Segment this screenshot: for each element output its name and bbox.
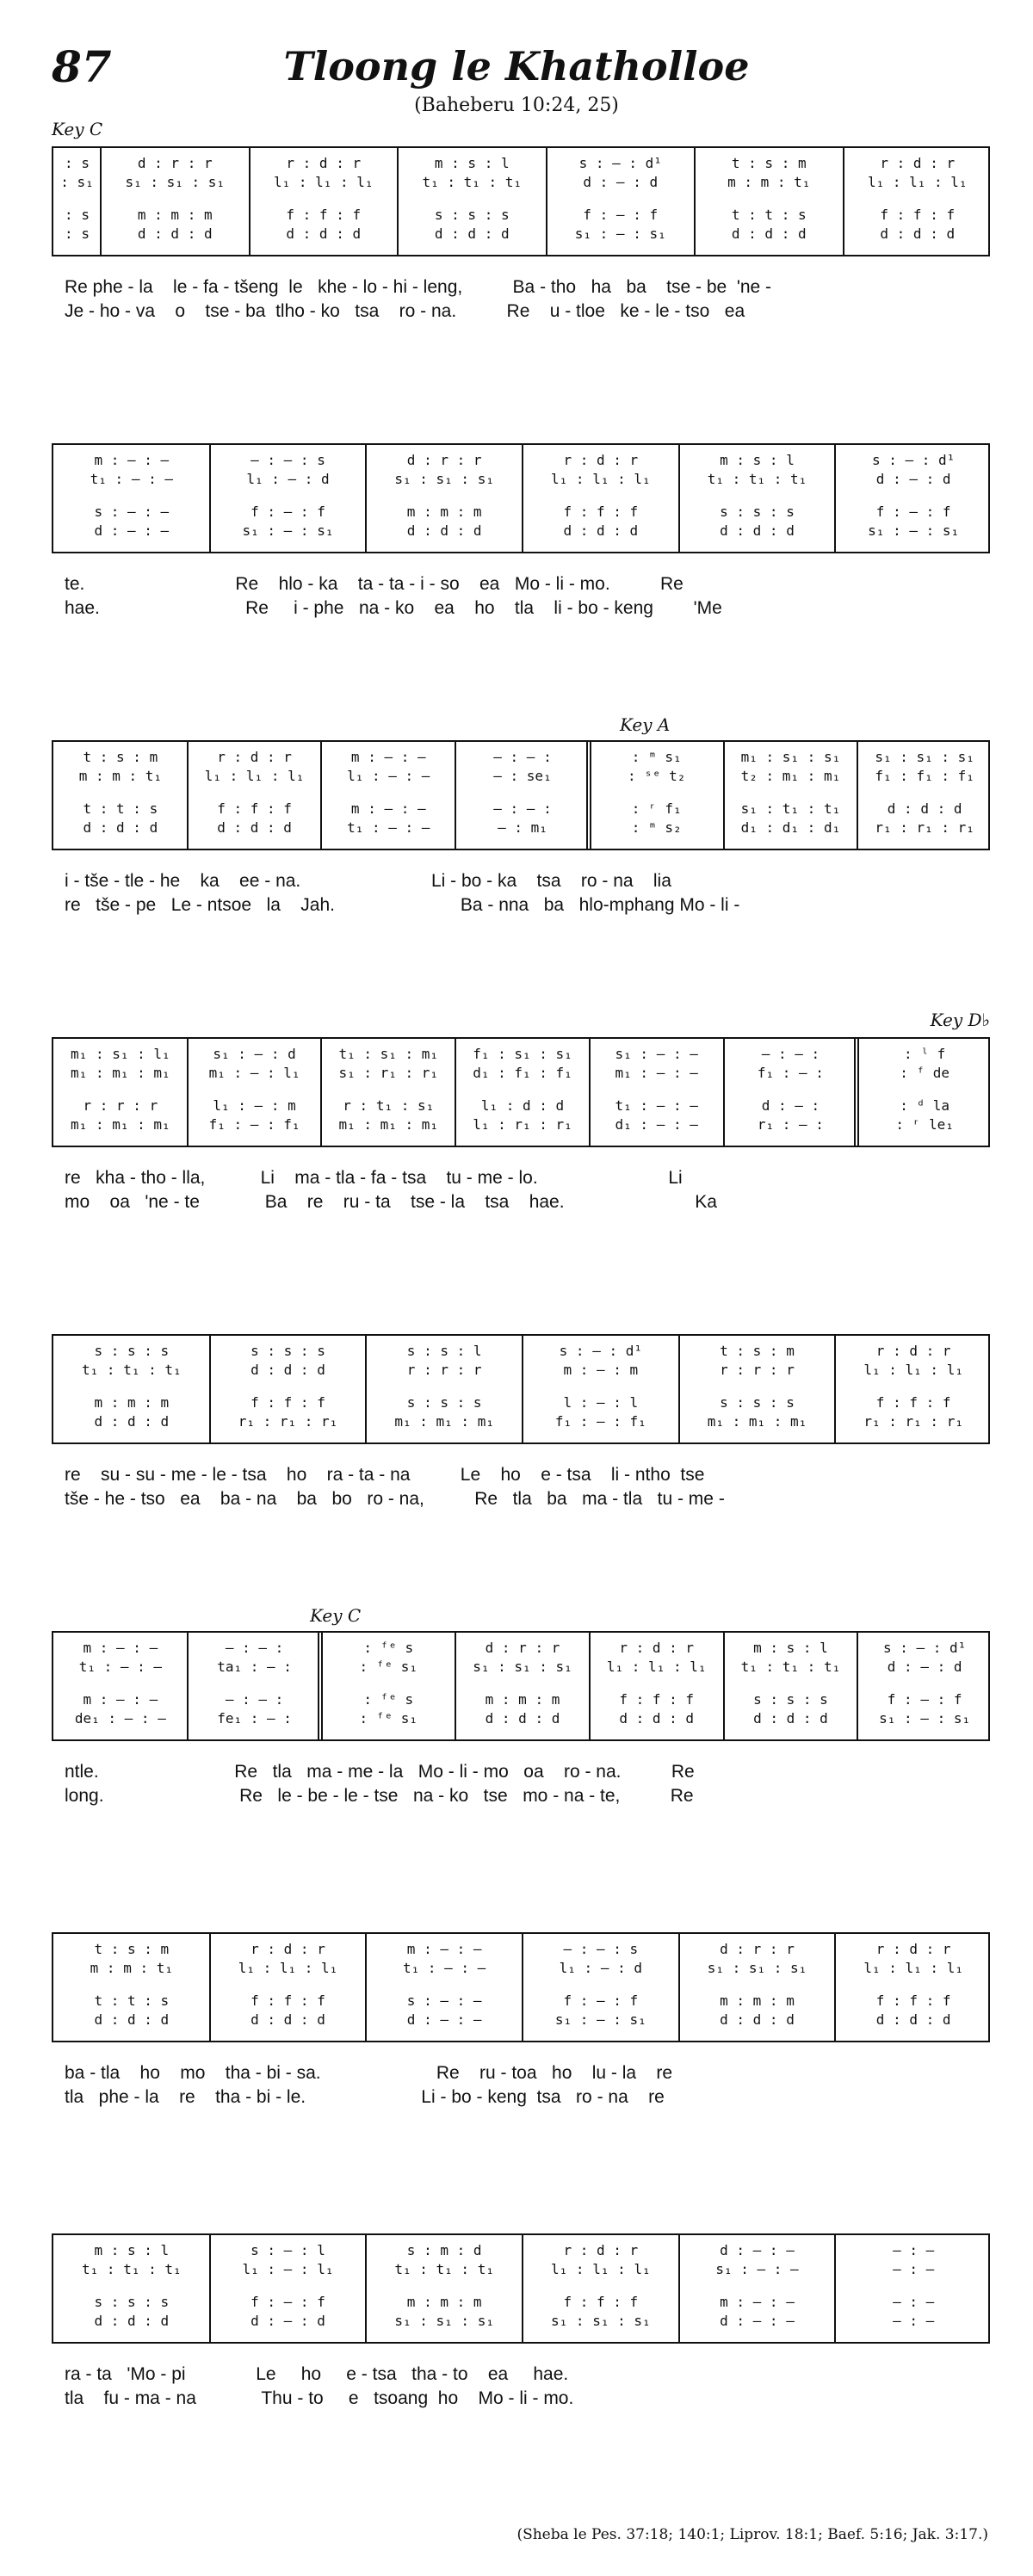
solfa-measure: : ᶠᵉ s xyxy=(363,1640,414,1656)
solfa-measure: d : — : d xyxy=(251,2313,325,2329)
soprano-row xyxy=(53,747,988,768)
solfa-measure: d : — : xyxy=(761,1097,820,1114)
solfa-measure: : ᵐ s₁ xyxy=(631,749,682,765)
solfa-measure: l₁ : l₁ : l₁ xyxy=(863,1362,963,1378)
solfa-measure: s : s : s xyxy=(94,1343,170,1359)
solfa-measure: r : d : r xyxy=(217,749,292,765)
solfa-measure: t₁ : t₁ : t₁ xyxy=(394,2261,494,2277)
solfa-measure: t₁ : t₁ : t₁ xyxy=(707,471,807,487)
solfa-measure: : s xyxy=(65,225,90,242)
soprano-row xyxy=(53,1044,988,1065)
solfa-measure: r₁ : — : xyxy=(757,1116,824,1133)
solfa-measure: s₁ : s₁ : s₁ xyxy=(473,1659,572,1675)
solfa-staff xyxy=(52,1631,990,1741)
solfa-measure: s₁ : — : s₁ xyxy=(242,522,334,539)
solfa-measure: t₁ : — : — xyxy=(402,1960,486,1976)
solfa-measure: r₁ : r₁ : r₁ xyxy=(875,819,974,836)
solfa-measure: t₁ : — : — xyxy=(78,1659,163,1675)
solfa-measure: f : f : f xyxy=(286,207,362,223)
solfa-measure: d : d : d xyxy=(434,225,510,242)
solfa-measure: t : s : m xyxy=(731,155,807,171)
solfa-measure: t₂ : m₁ : m₁ xyxy=(740,768,841,784)
solfa-staff xyxy=(52,443,990,553)
solfa-measure: : ᶠ de xyxy=(900,1065,950,1081)
solfa-measure: m : — : — xyxy=(720,2294,795,2310)
solfa-measure: d : — : — xyxy=(94,522,170,539)
key-signature-label: Key A xyxy=(620,714,671,735)
solfa-measure: s₁ : — : s₁ xyxy=(879,1710,971,1727)
solfa-measure: d : d : d xyxy=(619,1710,695,1727)
solfa-measure: — : — xyxy=(893,2261,935,2277)
lyric-line-verse-1: ba - tla ho mo tha - bi - sa. Re ru - toa ho lu - la re xyxy=(65,2063,673,2083)
solfa-measure: f : — : f xyxy=(583,207,659,223)
solfa-measure: r : r : r xyxy=(720,1362,795,1378)
solfa-staff xyxy=(52,1932,990,2042)
solfa-measure: — : — : xyxy=(225,1640,284,1656)
lyric-line-verse-2: tše - he - tso ea ba - na ba bo ro - na, Re tla ba ma - tla tu - me - xyxy=(65,1489,725,1509)
solfa-measure: l₁ : — : — xyxy=(347,768,430,784)
solfa-measure: l₁ : l₁ : l₁ xyxy=(863,1960,963,1976)
solfa-measure: f : — : f xyxy=(251,503,325,520)
solfa-measure: f₁ : s₁ : s₁ xyxy=(473,1046,572,1062)
solfa-measure: m₁ : s₁ : s₁ xyxy=(740,749,841,765)
solfa-measure: — : se₁ xyxy=(493,768,552,784)
solfa-measure: f : f : f xyxy=(619,1691,695,1708)
solfa-measure: : s₁ xyxy=(60,174,94,190)
solfa-measure: d : d : d xyxy=(880,225,956,242)
solfa-measure: s : — : d¹ xyxy=(871,452,956,468)
bass-row xyxy=(53,1412,988,1432)
solfa-measure: t₁ : t₁ : t₁ xyxy=(82,1362,182,1378)
lyric-line-verse-1: re su - su - me - le - tsa ho ra - ta - na Le ho e - tsa li - ntho tse xyxy=(65,1465,705,1485)
solfa-measure: : ˢᵉ t₂ xyxy=(627,768,686,784)
bass-row xyxy=(53,2311,988,2332)
solfa-measure: s₁ : s₁ : s₁ xyxy=(875,749,974,765)
alto-row xyxy=(53,1958,988,1979)
solfa-measure: t₁ : t₁ : t₁ xyxy=(82,2261,182,2277)
solfa-measure: d : d : d xyxy=(887,800,962,817)
solfa-measure: d : d : d xyxy=(94,2011,170,2028)
hymn-title: Tloong le Khatholloe xyxy=(283,43,750,90)
solfa-measure: l₁ : — : l₁ xyxy=(242,2261,334,2277)
solfa-measure: t : s : m xyxy=(94,1941,170,1957)
solfa-measure: l₁ : l₁ : l₁ xyxy=(273,174,374,190)
solfa-measure: : ʳ le₁ xyxy=(895,1116,954,1133)
solfa-measure: : ᶠᵉ s₁ xyxy=(359,1659,418,1675)
alto-row xyxy=(53,172,988,193)
solfa-measure: : s xyxy=(65,207,90,223)
soprano-row xyxy=(53,1341,988,1362)
solfa-measure: s : s : s xyxy=(720,1394,795,1411)
solfa-measure: r : d : r xyxy=(563,452,639,468)
solfa-measure: — : — xyxy=(893,2294,935,2310)
solfa-measure: f : f : f xyxy=(217,800,292,817)
soprano-row xyxy=(53,1638,988,1659)
solfa-measure: m : m : m xyxy=(406,2294,482,2310)
lyric-line-verse-2: tla fu - ma - na Thu - to e tsoang ho Mo - li - mo. xyxy=(65,2388,574,2408)
solfa-measure: f : — : f xyxy=(251,2294,325,2310)
solfa-measure: f₁ : f₁ : f₁ xyxy=(875,768,974,784)
lyric-line-verse-2: hae. Re i - phe na - ko ea ho tla li - bo - keng 'Me xyxy=(65,598,722,618)
bass-row xyxy=(53,2010,988,2030)
solfa-measure: s : s : l xyxy=(406,1343,482,1359)
solfa-measure: s : — : d¹ xyxy=(578,155,662,171)
solfa-measure: s₁ : — : s₁ xyxy=(868,522,960,539)
solfa-measure: r : d : r xyxy=(286,155,362,171)
solfa-measure: d : d : d xyxy=(731,225,807,242)
solfa-measure: t : s : m xyxy=(720,1343,795,1359)
solfa-measure: f : f : f xyxy=(880,207,956,223)
solfa-measure: m₁ : m₁ : m₁ xyxy=(71,1116,170,1133)
scripture-references: (Sheba le Pes. 37:18; 140:1; Liprov. 18:1; Baef. 5:16; Jak. 3:17.) xyxy=(516,2526,988,2543)
solfa-measure: m₁ : m₁ : m₁ xyxy=(338,1116,439,1133)
solfa-measure: s : m : d xyxy=(406,2242,482,2258)
lyric-line-verse-2: Je - ho - va o tse - ba tlho - ko tsa ro - na. Re u - tloe ke - le - tso ea xyxy=(65,301,745,321)
solfa-measure: r : d : r xyxy=(563,2242,639,2258)
solfa-measure: m : m : m xyxy=(720,1992,795,2009)
solfa-measure: m : — : — xyxy=(350,800,426,817)
solfa-measure: r : d : r xyxy=(619,1640,695,1656)
solfa-measure: t₁ : s₁ : m₁ xyxy=(338,1046,439,1062)
solfa-measure: : ʳ f₁ xyxy=(631,800,682,817)
alto-row xyxy=(53,2259,988,2280)
solfa-measure: m : m : m xyxy=(406,503,482,520)
hymn-number: 87 xyxy=(52,41,112,92)
solfa-measure: : s xyxy=(65,155,90,171)
solfa-staff xyxy=(52,1334,990,1444)
solfa-measure: d : d : d xyxy=(251,1362,325,1378)
solfa-measure: m : m : t₁ xyxy=(90,1960,173,1976)
solfa-measure: d : — : d xyxy=(875,471,951,487)
solfa-measure: l₁ : l₁ : l₁ xyxy=(551,471,651,487)
solfa-measure: — : m₁ xyxy=(498,819,547,836)
solfa-measure: s : s : s xyxy=(251,1343,325,1359)
solfa-measure: m : s : l xyxy=(753,1640,828,1656)
solfa-measure: — : — : xyxy=(493,749,552,765)
solfa-measure: d : r : r xyxy=(406,452,482,468)
solfa-measure: t₁ : t₁ : t₁ xyxy=(422,174,523,190)
solfa-measure: t₁ : — : — xyxy=(90,471,173,487)
solfa-measure: r : d : r xyxy=(251,1941,325,1957)
bass-row xyxy=(53,224,988,244)
solfa-measure: f : — : f xyxy=(887,1691,962,1708)
solfa-measure: l₁ : l₁ : l₁ xyxy=(204,768,305,784)
solfa-measure: l₁ : l₁ : l₁ xyxy=(238,1960,338,1976)
solfa-measure: l₁ : r₁ : r₁ xyxy=(473,1116,572,1133)
solfa-measure: — : — xyxy=(893,2242,935,2258)
solfa-measure: f : f : f xyxy=(563,503,639,520)
solfa-measure: s₁ : s₁ : s₁ xyxy=(125,174,226,190)
solfa-measure: r : r : r xyxy=(83,1097,158,1114)
solfa-measure: m : s : l xyxy=(434,155,510,171)
solfa-measure: s₁ : s₁ : s₁ xyxy=(551,2313,651,2329)
solfa-measure: s : s : s xyxy=(94,2294,170,2310)
solfa-measure: — : — : s xyxy=(563,1941,639,1957)
solfa-measure: m : — : — xyxy=(350,749,426,765)
bass-row xyxy=(53,521,988,541)
solfa-measure: d : d : d xyxy=(251,2011,325,2028)
solfa-staff xyxy=(52,146,990,256)
solfa-measure: f : f : f xyxy=(875,1992,951,2009)
solfa-measure: f : f : f xyxy=(875,1394,951,1411)
soprano-row xyxy=(53,450,988,471)
solfa-measure: fe₁ : — : xyxy=(217,1710,292,1727)
alto-row xyxy=(53,1063,988,1084)
solfa-measure: d₁ : d₁ : d₁ xyxy=(740,819,841,836)
solfa-measure: t₁ : — : — xyxy=(347,819,430,836)
solfa-measure: m : — : — xyxy=(83,1640,158,1656)
solfa-measure: s : — : d¹ xyxy=(559,1343,642,1359)
solfa-measure: f₁ : — : f₁ xyxy=(208,1116,300,1133)
solfa-measure: — : — : xyxy=(761,1046,820,1062)
solfa-staff xyxy=(52,740,990,850)
solfa-measure: s : s : s xyxy=(753,1691,828,1708)
lyric-line-verse-2: mo oa 'ne - te Ba re ru - ta tse - la tsa hae. Ka xyxy=(65,1192,717,1212)
solfa-measure: f : — : f xyxy=(563,1992,639,2009)
solfa-measure: m₁ : — : — xyxy=(615,1065,698,1081)
tenor-row xyxy=(53,1991,988,2011)
solfa-measure: d : d : d xyxy=(137,225,213,242)
solfa-measure: d : — : d xyxy=(583,174,659,190)
solfa-measure: r : d : r xyxy=(875,1941,951,1957)
solfa-measure: r : r : r xyxy=(406,1362,482,1378)
solfa-measure: f : — : f xyxy=(875,503,951,520)
solfa-staff xyxy=(52,1037,990,1147)
solfa-measure: m : s : l xyxy=(720,452,795,468)
solfa-measure: — : — xyxy=(893,2313,935,2329)
solfa-measure: f₁ : — : f₁ xyxy=(554,1413,646,1430)
solfa-measure: d : d : d xyxy=(563,522,639,539)
solfa-measure: d : d : d xyxy=(83,819,158,836)
solfa-measure: m : s : l xyxy=(94,2242,170,2258)
solfa-measure: — : — : s xyxy=(251,452,325,468)
solfa-measure: ta₁ : — : xyxy=(217,1659,292,1675)
solfa-measure: s₁ : s₁ : s₁ xyxy=(394,2313,494,2329)
solfa-measure: de₁ : — : — xyxy=(74,1710,166,1727)
solfa-measure: t₁ : t₁ : t₁ xyxy=(740,1659,841,1675)
solfa-measure: f : f : f xyxy=(251,1992,325,2009)
solfa-measure: d : d : d xyxy=(94,2313,170,2329)
solfa-measure: f₁ : — : xyxy=(757,1065,824,1081)
solfa-measure: d : d : d xyxy=(485,1710,560,1727)
tenor-row xyxy=(53,1096,988,1116)
solfa-measure: s₁ : — : — xyxy=(615,1046,698,1062)
hymn-header xyxy=(0,0,1033,129)
soprano-row xyxy=(53,153,988,174)
solfa-measure: r : d : r xyxy=(875,1343,951,1359)
solfa-measure: s : — : — xyxy=(406,1992,482,2009)
solfa-measure: l₁ : d : d xyxy=(480,1097,565,1114)
solfa-measure: d : d : d xyxy=(286,225,362,242)
lyric-line-verse-2: long. Re le - be - le - tse na - ko tse mo - na - te, Re xyxy=(65,1786,694,1806)
solfa-measure: d : d : d xyxy=(94,1413,170,1430)
solfa-measure: r : t₁ : s₁ xyxy=(343,1097,435,1114)
bass-row xyxy=(53,1708,988,1729)
alto-row xyxy=(53,1657,988,1677)
solfa-measure: s : s : s xyxy=(406,1394,482,1411)
solfa-measure: l : — : l xyxy=(563,1394,639,1411)
solfa-measure: m : — : — xyxy=(94,452,170,468)
solfa-measure: d : d : d xyxy=(217,819,292,836)
solfa-measure: m₁ : s₁ : l₁ xyxy=(71,1046,170,1062)
solfa-measure: s₁ : s₁ : s₁ xyxy=(394,471,494,487)
solfa-measure: t : t : s xyxy=(731,207,807,223)
lyric-line-verse-1: i - tše - tle - he ka ee - na. Li - bo - ka tsa ro - na lia xyxy=(65,871,671,891)
solfa-measure: d : d : d xyxy=(720,2011,795,2028)
solfa-measure: m : m : t₁ xyxy=(727,174,811,190)
alto-row xyxy=(53,766,988,787)
solfa-measure: l₁ : l₁ : l₁ xyxy=(551,2261,651,2277)
tenor-row xyxy=(53,1690,988,1710)
solfa-measure: s : s : s xyxy=(434,207,510,223)
solfa-measure: s : — : — xyxy=(94,503,170,520)
lyric-line-verse-2: re tše - pe Le - ntsoe la Jah. Ba - nna ba hlo-mphang Mo - li - xyxy=(65,895,740,915)
solfa-measure: l₁ : — : d xyxy=(559,1960,642,1976)
tenor-row xyxy=(53,799,988,819)
solfa-measure: m : — : — xyxy=(406,1941,482,1957)
key-signature-label: Key C xyxy=(52,119,103,139)
solfa-measure: d : — : — xyxy=(720,2313,795,2329)
solfa-measure: d₁ : f₁ : f₁ xyxy=(473,1065,572,1081)
solfa-measure: t : t : s xyxy=(94,1992,170,2009)
key-signature-label: Key D♭ xyxy=(930,1010,990,1030)
solfa-measure: s₁ : s₁ : s₁ xyxy=(707,1960,807,1976)
solfa-measure: m : m : m xyxy=(485,1691,560,1708)
lyric-line-verse-1: ra - ta 'Mo - pi Le ho e - tsa tha - to ea hae. xyxy=(65,2364,569,2384)
solfa-measure: f : f : f xyxy=(251,1394,325,1411)
solfa-measure: d₁ : — : — xyxy=(615,1116,698,1133)
solfa-measure: d : — : — xyxy=(720,2242,795,2258)
solfa-measure: d : r : r xyxy=(485,1640,560,1656)
solfa-measure: t : s : m xyxy=(83,749,158,765)
solfa-measure: d : — : — xyxy=(406,2011,482,2028)
tenor-row xyxy=(53,2292,988,2313)
solfa-measure: s : s : s xyxy=(720,503,795,520)
tenor-row xyxy=(53,1393,988,1413)
solfa-measure: d : r : r xyxy=(720,1941,795,1957)
lyric-line-verse-1: ntle. Re tla ma - me - la Mo - li - mo oa ro - na. Re xyxy=(65,1762,695,1782)
tenor-row xyxy=(53,502,988,522)
solfa-measure: r : d : r xyxy=(880,155,956,171)
solfa-measure: m₁ : m₁ : m₁ xyxy=(707,1413,807,1430)
solfa-measure: l₁ : l₁ : l₁ xyxy=(867,174,968,190)
solfa-measure: s₁ : — : d xyxy=(213,1046,296,1062)
solfa-measure: : ᵈ la xyxy=(900,1097,950,1114)
solfa-measure: : ᵐ s₂ xyxy=(631,819,682,836)
alto-row xyxy=(53,1360,988,1381)
lyric-line-verse-1: te. Re hlo - ka ta - ta - i - so ea Mo - li - mo. Re xyxy=(65,574,684,594)
solfa-measure: s₁ : — : — xyxy=(715,2261,799,2277)
bass-row xyxy=(53,1115,988,1135)
solfa-measure: : ᶠᵉ s xyxy=(363,1691,414,1708)
solfa-staff xyxy=(52,2233,990,2344)
alto-row xyxy=(53,469,988,490)
soprano-row xyxy=(53,1939,988,1960)
solfa-measure: d : d : d xyxy=(720,522,795,539)
solfa-measure: m : — : m xyxy=(563,1362,639,1378)
hymn-reference: (Baheberu 10:24, 25) xyxy=(414,95,619,116)
lyric-line-verse-1: re kha - tho - lla, Li ma - tla - fa - tsa tu - me - lo. Li xyxy=(65,1168,683,1188)
solfa-measure: s₁ : — : s₁ xyxy=(554,2011,646,2028)
solfa-measure: d : d : d xyxy=(406,522,482,539)
solfa-measure: — : — : xyxy=(225,1691,284,1708)
solfa-measure: t₁ : — : — xyxy=(615,1097,698,1114)
solfa-measure: : ᶠᵉ s₁ xyxy=(359,1710,418,1727)
solfa-measure: m₁ : m₁ : m₁ xyxy=(71,1065,170,1081)
solfa-measure: s : — : d¹ xyxy=(882,1640,967,1656)
solfa-measure: l₁ : — : d xyxy=(246,471,330,487)
solfa-measure: d : d : d xyxy=(875,2011,951,2028)
solfa-measure: m₁ : — : l₁ xyxy=(208,1065,300,1081)
solfa-measure: m : — : — xyxy=(83,1691,158,1708)
solfa-measure: m : m : m xyxy=(137,207,213,223)
solfa-measure: d : — : d xyxy=(887,1659,962,1675)
tenor-row xyxy=(53,205,988,225)
key-signature-label: Key C xyxy=(310,1605,362,1626)
solfa-measure: r₁ : r₁ : r₁ xyxy=(238,1413,338,1430)
lyric-line-verse-2: tla phe - la re tha - bi - le. Li - bo - keng tsa ro - na re xyxy=(65,2087,665,2107)
solfa-measure: : ˡ f xyxy=(904,1046,946,1062)
solfa-measure: s₁ : t₁ : t₁ xyxy=(740,800,841,817)
solfa-measure: f : f : f xyxy=(563,2294,639,2310)
solfa-measure: s : — : l xyxy=(251,2242,325,2258)
solfa-measure: s₁ : r₁ : r₁ xyxy=(338,1065,439,1081)
solfa-measure: s₁ : — : s₁ xyxy=(574,225,666,242)
solfa-measure: m : m : m xyxy=(94,1394,170,1411)
solfa-measure: l₁ : — : m xyxy=(213,1097,296,1114)
solfa-measure: m₁ : m₁ : m₁ xyxy=(394,1413,494,1430)
solfa-measure: d : r : r xyxy=(137,155,213,171)
bass-row xyxy=(53,818,988,838)
soprano-row xyxy=(53,2240,988,2261)
solfa-measure: l₁ : l₁ : l₁ xyxy=(606,1659,707,1675)
solfa-measure: — : — : xyxy=(493,800,552,817)
lyric-line-verse-1: Re phe - la le - fa - tšeng le khe - lo - hi - leng, Ba - tho ha ba tse - be 'ne - xyxy=(65,277,772,297)
solfa-measure: t : t : s xyxy=(83,800,158,817)
solfa-measure: r₁ : r₁ : r₁ xyxy=(863,1413,963,1430)
solfa-measure: d : d : d xyxy=(753,1710,828,1727)
solfa-measure: m : m : t₁ xyxy=(78,768,163,784)
